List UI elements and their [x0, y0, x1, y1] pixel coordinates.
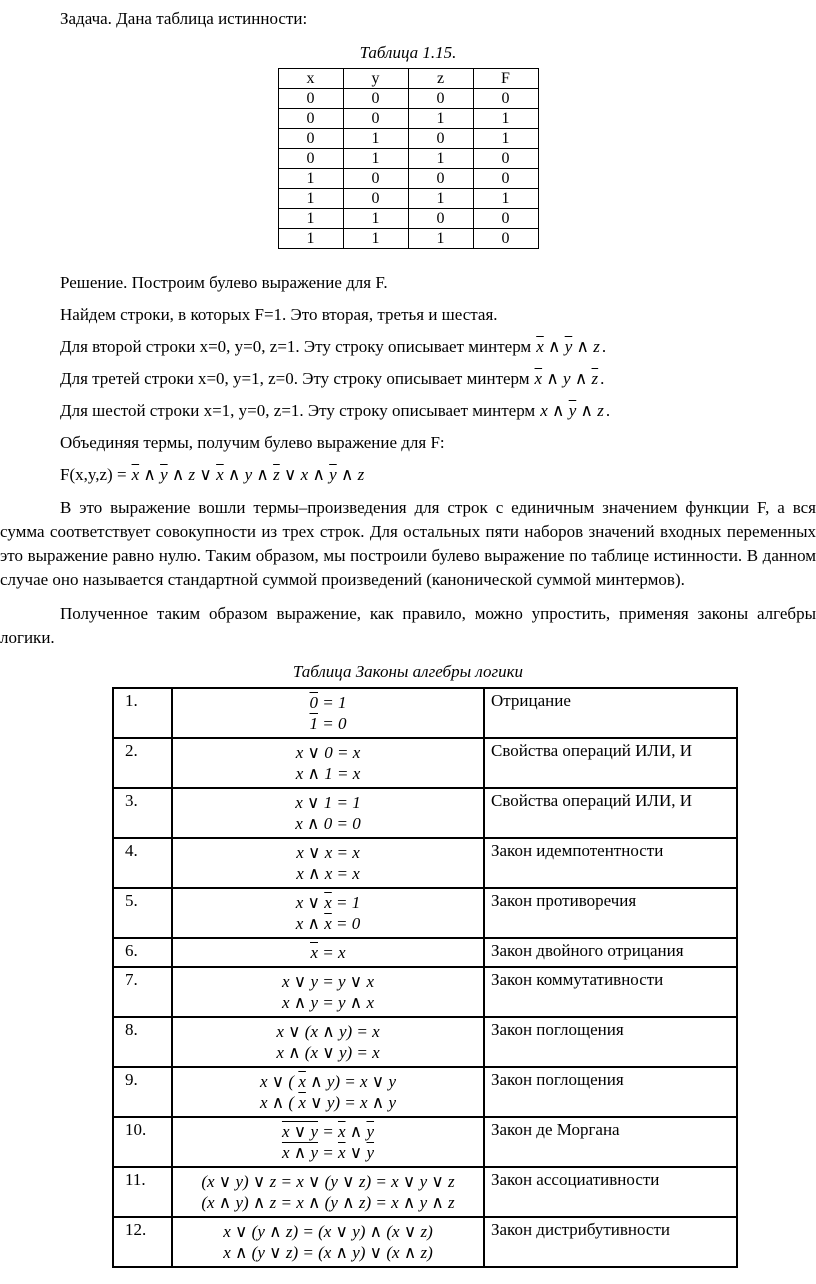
law-name: Отрицание	[484, 688, 737, 738]
law-formula: x ∨ (x ∧ y) = x	[276, 1022, 380, 1041]
law-name: Закон идемпотентности	[484, 838, 737, 888]
truth-cell: 1	[473, 109, 538, 129]
law-row	[113, 838, 737, 888]
paragraph-simplify: Полученное таким образом выражение, как правило, можно упростить, применяя законы алгебры логики.	[0, 604, 816, 647]
truth-row	[278, 109, 538, 129]
boolean-expression-label: F(x,y,z) =	[60, 465, 127, 484]
truth-header-x: x	[278, 69, 343, 89]
not-overline: x ∧ y	[281, 1143, 318, 1162]
truth-cell: 0	[343, 89, 408, 109]
truth-cell: 0	[408, 209, 473, 229]
law-row	[113, 1017, 737, 1067]
law-row	[113, 1167, 737, 1217]
truth-header-f: F	[473, 69, 538, 89]
law-name: Закон двойного отрицания	[484, 938, 737, 967]
law-number: 1.	[113, 688, 172, 738]
truth-cell: 1	[473, 189, 538, 209]
truth-cell: 1	[408, 109, 473, 129]
law-number: 10.	[113, 1117, 172, 1167]
law-formula: x ∨ 0 = x	[295, 743, 361, 762]
truth-cell: 0	[278, 129, 343, 149]
solution-row-second-text: Для второй строки x=0, y=0, z=1. Эту строку описывает минтерм	[60, 337, 532, 356]
truth-header-row	[278, 69, 538, 89]
not-overline: 1	[309, 714, 318, 733]
law-formulas	[172, 688, 484, 738]
law-formula: x ∧ ( $\overline{x}$ ∨ y) = x ∧ y	[259, 1093, 397, 1112]
law-row	[113, 1067, 737, 1117]
truth-cell: 0	[278, 89, 343, 109]
law-row	[113, 938, 737, 967]
truth-cell: 1	[343, 149, 408, 169]
law-name: Закон поглощения	[484, 1067, 737, 1117]
law-row	[113, 1117, 737, 1167]
law-formula: x ∧ y = y ∧ x	[281, 993, 375, 1012]
law-formula: x ∨ $y = \overline{x}$ ∧ $\overline{y}$	[281, 1122, 375, 1141]
law-number: 6.	[113, 938, 172, 967]
solution-row-third-suffix: .	[600, 369, 605, 388]
truth-row	[278, 89, 538, 109]
not-overline: $\overline{z}$	[273, 465, 280, 484]
law-name: Закон коммутативности	[484, 967, 737, 1017]
law-formula: $\overline{x} = x$	[310, 943, 346, 962]
law-number: 12.	[113, 1217, 172, 1267]
law-formulas	[172, 1117, 484, 1167]
law-formulas	[172, 967, 484, 1017]
truth-row	[278, 169, 538, 189]
law-formula: 0 = 1	[309, 693, 347, 712]
minterm-formula-second: $\overline{x}$ ∧ $\overline{y}$ ∧ z	[536, 337, 600, 356]
law-formula: x ∧ (x ∨ y) = x	[276, 1043, 380, 1062]
truth-cell: 0	[473, 89, 538, 109]
solution-row-second	[0, 335, 816, 358]
law-formula: x ∧ x = x	[296, 864, 360, 883]
truth-cell: 0	[278, 149, 343, 169]
truth-cell: 1	[343, 229, 408, 249]
truth-cell: 0	[343, 189, 408, 209]
law-number: 8.	[113, 1017, 172, 1067]
law-formulas	[172, 1167, 484, 1217]
not-overline: $\overline{x}$	[298, 1093, 306, 1112]
law-row	[113, 967, 737, 1017]
law-row	[113, 688, 737, 738]
solution-combine: Объединяя термы, получим булево выражение для F:	[60, 433, 445, 452]
not-overline: $\overline{x}$	[131, 465, 140, 484]
solution-row-third-text: Для третей строки x=0, y=1, z=0. Эту строку описывает минтерм	[60, 369, 530, 388]
not-overline: $\overline{x}$	[534, 369, 543, 388]
law-number: 9.	[113, 1067, 172, 1117]
law-number: 5.	[113, 888, 172, 938]
truth-cell: 0	[473, 209, 538, 229]
solution-row-sixth	[0, 399, 816, 422]
not-overline: $\overline{y}$	[568, 401, 577, 420]
law-formula: x ∨ (y ∧ z) = (x ∨ y) ∧ (x ∨ z)	[223, 1222, 433, 1241]
law-name: Закон дистрибутивности	[484, 1217, 737, 1267]
laws-table-caption: Таблица Законы алгебры логики	[292, 662, 524, 681]
truth-cell: 1	[473, 129, 538, 149]
law-row	[113, 888, 737, 938]
truth-cell: 0	[408, 89, 473, 109]
truth-cell: 1	[408, 229, 473, 249]
law-number: 2.	[113, 738, 172, 788]
law-formula: x ∨ y = y ∨ x	[281, 972, 375, 991]
solution-row-second-suffix: .	[601, 337, 607, 356]
truth-cell: 0	[473, 229, 538, 249]
solution-intro: Решение. Построим булево выражение для F.	[60, 273, 388, 292]
law-formula: x ∧ $\overline{x} = 0$	[295, 914, 361, 933]
solution-find-rows: Найдем строки, в которых F=1. Это вторая, третья и шестая.	[60, 305, 498, 324]
paragraph-sum-of-products: В это выражение вошли термы–произведения для строк с единичным значением функции F, а вся сумма соответствует совокупности из трех строк. Для остальных пяти наборов значений входных переменных это выражение равно нулю. Таким образом, мы построили булево выражение по таблице истинности. В данном случае оно называется стандартной суммой произведений (канонической суммой минтермов).	[0, 498, 816, 589]
truth-cell: 1	[278, 209, 343, 229]
truth-cell: 0	[278, 109, 343, 129]
truth-cell: 1	[278, 169, 343, 189]
law-row	[113, 1217, 737, 1267]
law-formula: x ∨ ( $\overline{x}$ ∧ y) = x ∨ y	[259, 1072, 397, 1091]
truth-cell: 0	[343, 169, 408, 189]
law-formulas	[172, 1217, 484, 1267]
truth-cell: 0	[473, 149, 538, 169]
truth-row	[278, 129, 538, 149]
law-formula: 1 = 0	[309, 714, 347, 733]
law-formulas	[172, 738, 484, 788]
truth-cell: 1	[278, 229, 343, 249]
not-overline: $\overline{z}$	[591, 369, 599, 388]
law-formulas	[172, 788, 484, 838]
not-overline: $\overline{x}$	[324, 914, 332, 933]
truth-header-y: y	[343, 69, 408, 89]
not-overline: $\overline{y}$	[366, 1122, 375, 1141]
truth-cell: 0	[473, 169, 538, 189]
solution-row-third	[0, 367, 816, 390]
truth-cell: 1	[408, 149, 473, 169]
law-number: 11.	[113, 1167, 172, 1217]
truth-row	[278, 229, 538, 249]
law-formulas	[172, 888, 484, 938]
truth-row	[278, 149, 538, 169]
minterm-formula-third: $\overline{x}$ ∧ y ∧ $\overline{z}$	[534, 369, 599, 388]
not-overline: $\overline{x}$	[324, 893, 332, 912]
law-formula: (x ∨ y) ∨ z = x ∨ (y ∨ z) = x ∨ y ∨ z	[201, 1172, 455, 1191]
law-formulas	[172, 838, 484, 888]
truth-cell: 1	[343, 129, 408, 149]
laws-table	[112, 687, 738, 1268]
law-row	[113, 788, 737, 838]
minterm-formula-sixth: x ∧ $\overline{y}$ ∧ z	[540, 401, 604, 420]
law-formulas	[172, 1067, 484, 1117]
truth-table-body	[278, 89, 538, 249]
law-formulas	[172, 1017, 484, 1067]
not-overline: $\overline{x}$	[536, 337, 544, 356]
law-number: 4.	[113, 838, 172, 888]
boolean-expression-formula: $\overline{x}$ ∧ $\overline{y}$ ∧ z ∨ $\overline{x}$ ∧ y ∧ $\overline{z}$ ∨ x ∧ $\overline{y}$ ∧ z	[131, 465, 365, 484]
boolean-expression	[0, 463, 816, 486]
not-overline: 0	[309, 693, 318, 712]
truth-cell: 0	[408, 169, 473, 189]
truth-row	[278, 209, 538, 229]
law-formula: (x ∧ y) ∧ z = x ∧ (y ∧ z) = x ∧ y ∧ z	[201, 1193, 455, 1212]
truth-cell: 0	[343, 109, 408, 129]
truth-cell: 1	[343, 209, 408, 229]
truth-table	[278, 68, 539, 249]
truth-row	[278, 189, 538, 209]
law-row	[113, 738, 737, 788]
not-overline: x ∨ y	[281, 1122, 318, 1141]
law-name: Закон ассоциативности	[484, 1167, 737, 1217]
law-formula: x ∧ 1 = x	[295, 764, 361, 783]
double-not-overline: $\overline{x}$	[310, 943, 318, 962]
truth-cell: 1	[278, 189, 343, 209]
truth-table-caption: Таблица 1.15.	[359, 43, 457, 62]
not-overline: $\overline{x}$	[337, 1143, 346, 1162]
truth-cell: 0	[408, 129, 473, 149]
law-formula: x ∧ (y ∨ z) = (x ∧ y) ∨ (x ∧ z)	[223, 1243, 433, 1262]
not-overline: $\overline{y}$	[329, 465, 337, 484]
solution-row-sixth-suffix: .	[605, 401, 611, 420]
law-name: Свойства операций ИЛИ, И	[484, 788, 737, 838]
law-formula: x ∧ 0 = 0	[295, 814, 361, 833]
law-formula: x ∧ $y = \overline{x}$ ∨ $\overline{y}$	[281, 1143, 375, 1162]
solution-row-sixth-text: Для шестой строки x=1, y=0, z=1. Эту строку описывает минтерм	[60, 401, 536, 420]
law-name: Закон де Моргана	[484, 1117, 737, 1167]
law-number: 3.	[113, 788, 172, 838]
laws-table-body	[113, 688, 737, 1267]
law-formulas	[172, 938, 484, 967]
law-name: Свойства операций ИЛИ, И	[484, 738, 737, 788]
not-overline: $\overline{y}$	[160, 465, 168, 484]
not-overline: $\overline{x}$	[337, 1122, 346, 1141]
truth-header-z: z	[408, 69, 473, 89]
law-number: 7.	[113, 967, 172, 1017]
not-overline: $\overline{y}$	[366, 1143, 375, 1162]
law-name: Закон противоречия	[484, 888, 737, 938]
law-formula: x ∨ $\overline{x} = 1$	[295, 893, 361, 912]
law-formula: x ∨ x = x	[296, 843, 360, 862]
task-intro: Задача. Дана таблица истинности:	[60, 9, 308, 28]
law-name: Закон поглощения	[484, 1017, 737, 1067]
truth-cell: 1	[408, 189, 473, 209]
law-formula: x ∨ 1 = 1	[295, 793, 361, 812]
not-overline: $\overline{x}$	[298, 1072, 306, 1091]
not-overline: $\overline{x}$	[216, 465, 224, 484]
not-overline: $\overline{y}$	[564, 337, 573, 356]
